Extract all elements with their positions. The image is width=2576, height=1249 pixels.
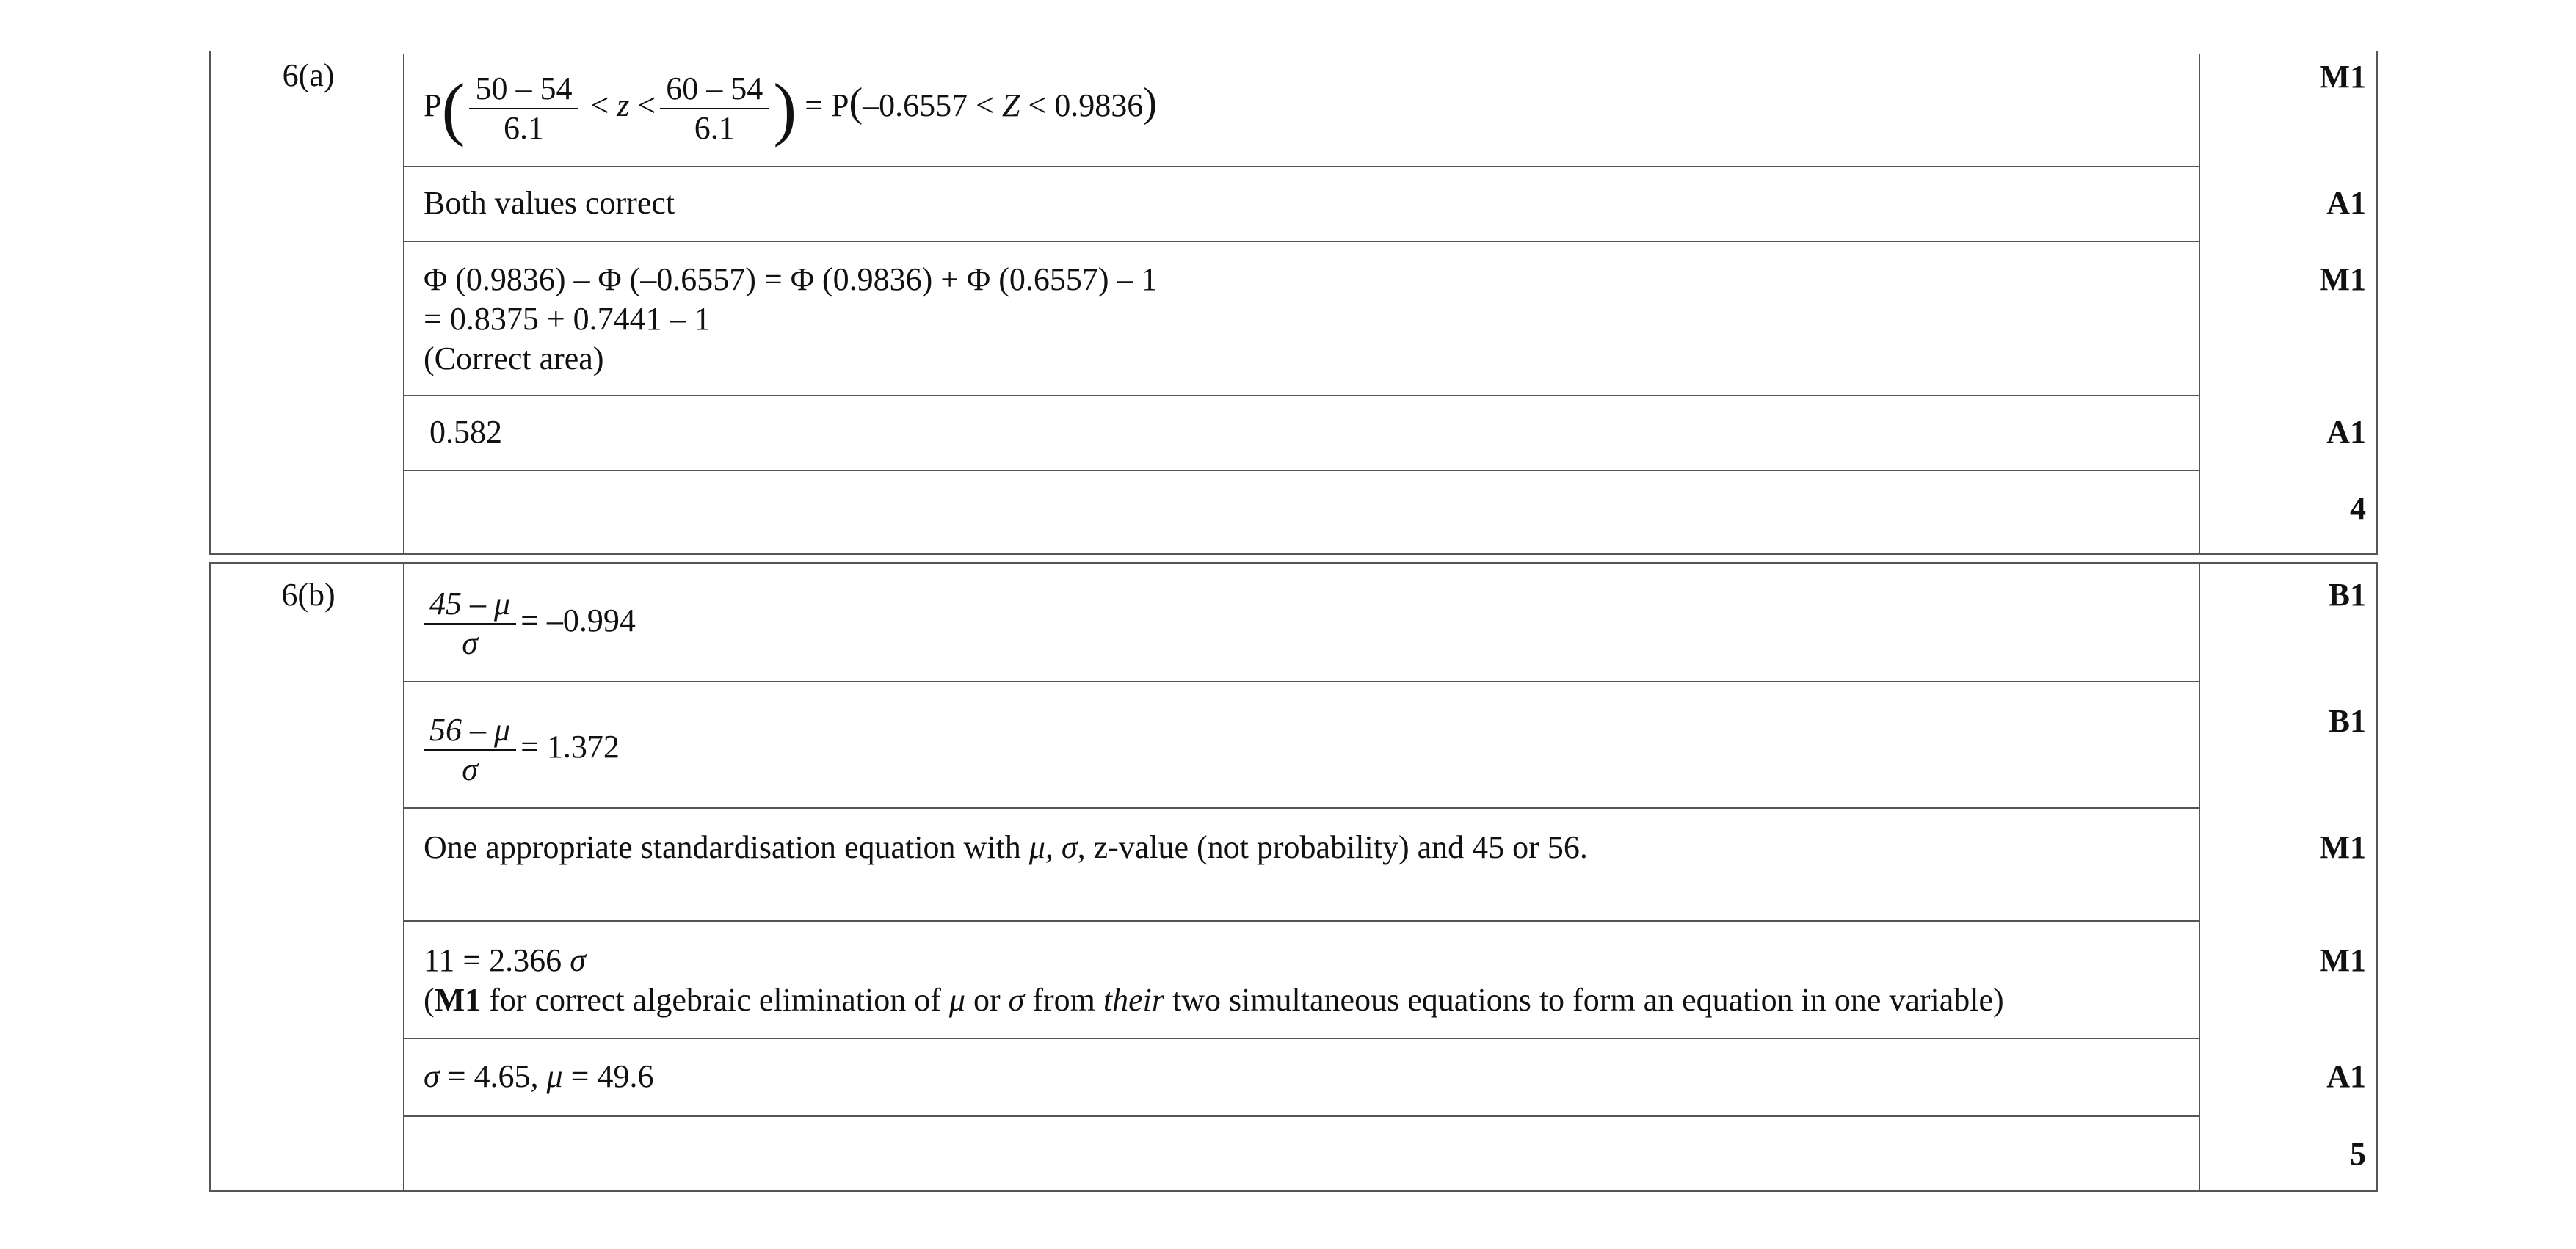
answer-line: Φ (0.9836) – Φ (–0.6557) = Φ (0.9836) + Φ (0.6557) – 1 xyxy=(424,261,1158,297)
mark-code: M1 xyxy=(2319,261,2366,297)
variable-sigma: σ xyxy=(1008,982,1025,1018)
variable-Z: Z xyxy=(1001,87,1020,123)
mark-reference: M1 xyxy=(434,982,482,1018)
part-a-divider-left xyxy=(403,54,404,553)
mark-code: M1 xyxy=(2319,829,2366,865)
fraction-numerator: 50 – 54 xyxy=(469,70,578,109)
question-number: 6(a) xyxy=(282,57,335,93)
open-paren: ( xyxy=(441,68,465,148)
text-segment: One appropriate standardisation equation with xyxy=(424,829,1029,865)
text-segment: two simultaneous equations to form an equation in one variable) xyxy=(1164,982,2004,1018)
fraction-denominator: σ xyxy=(462,624,478,661)
row-divider xyxy=(403,241,2200,242)
mark-code: M1 xyxy=(2319,59,2366,95)
text-segment: for correct algebraic elimination of xyxy=(481,982,949,1018)
elimination-note xyxy=(424,980,2004,1020)
row-divider xyxy=(403,920,2200,922)
fraction-numerator: 45 – μ xyxy=(424,585,516,624)
less-than: < xyxy=(637,87,656,123)
variables: μ, σ xyxy=(1028,829,1078,865)
equation-rhs: = 1.372 xyxy=(520,729,620,765)
total-marks: 5 xyxy=(2350,1136,2366,1172)
text-segment: from xyxy=(1024,982,1103,1018)
mark-code: B1 xyxy=(2328,577,2366,613)
text-segment: 11 = 2.366 xyxy=(424,942,570,978)
answer-line: (Correct area) xyxy=(424,341,604,376)
question-number: 6(b) xyxy=(281,577,335,613)
part-b-divider-right xyxy=(2199,562,2200,1192)
fraction xyxy=(424,585,516,663)
sigma-value: = 4.65, xyxy=(439,1058,547,1094)
mark-code: A1 xyxy=(2326,414,2366,450)
mu-value: = 49.6 xyxy=(562,1058,654,1094)
fraction-numerator: 56 – μ xyxy=(424,711,516,751)
final-values xyxy=(424,1057,653,1096)
fraction xyxy=(424,711,516,789)
variable-z: z xyxy=(617,87,630,123)
text-segment: or xyxy=(965,982,1009,1018)
row-divider xyxy=(403,395,2200,396)
answer-text: Both values correct xyxy=(424,185,675,221)
part-a-divider-right xyxy=(2199,54,2200,553)
part-b-divider-left xyxy=(403,562,404,1192)
mark-scheme-table xyxy=(209,54,2378,1192)
row-divider xyxy=(403,681,2200,682)
prob-label: P xyxy=(424,87,442,123)
mark-code: A1 xyxy=(2326,1058,2366,1094)
fraction-numerator: 60 – 54 xyxy=(660,70,769,109)
fraction-denominator: 6.1 xyxy=(503,109,544,146)
answer-text: 0.582 xyxy=(429,414,502,450)
mark-code: A1 xyxy=(2326,185,2366,221)
close-paren: ) xyxy=(773,68,797,148)
fraction-denominator: 6.1 xyxy=(694,109,735,146)
equation-rhs: = –0.994 xyxy=(520,602,636,638)
text-segment: , z-value (not probability) and 45 or 56. xyxy=(1077,829,1588,865)
probability-expression: P( $\frac{50 - 54}{6.1}$ < z < $\frac{60 - 54}{6.1}$ ) = P(–0.6557 < Z < 0.9836) xyxy=(424,68,1157,148)
variable-sigma: σ xyxy=(424,1058,440,1094)
variable-mu: μ xyxy=(948,982,965,1018)
emphasis-their: their xyxy=(1103,982,1164,1018)
variable-mu: μ xyxy=(546,1058,563,1094)
interval-upper: < 0.9836 xyxy=(1028,87,1144,123)
equals-prob: = P xyxy=(805,87,849,123)
total-marks: 4 xyxy=(2350,490,2366,526)
standardisation-equation xyxy=(424,703,620,798)
row-divider xyxy=(403,1115,2200,1117)
row-divider xyxy=(403,807,2200,809)
less-than: < xyxy=(590,87,609,123)
interval-lower: –0.6557 < xyxy=(863,87,994,123)
fraction-lower xyxy=(469,70,578,148)
variable-sigma: σ xyxy=(570,942,586,978)
answer-line: = 0.8375 + 0.7441 – 1 xyxy=(424,301,711,337)
method-description xyxy=(424,828,1588,867)
row-divider xyxy=(403,166,2200,167)
fraction-upper xyxy=(660,70,769,148)
elimination-equation xyxy=(424,941,586,980)
row-divider xyxy=(403,1038,2200,1039)
mark-code: B1 xyxy=(2328,703,2366,739)
text-segment: ( xyxy=(424,982,435,1018)
fraction-denominator: σ xyxy=(462,751,478,787)
row-divider xyxy=(403,470,2200,471)
standardisation-equation xyxy=(424,577,636,672)
mark-code: M1 xyxy=(2319,942,2366,978)
